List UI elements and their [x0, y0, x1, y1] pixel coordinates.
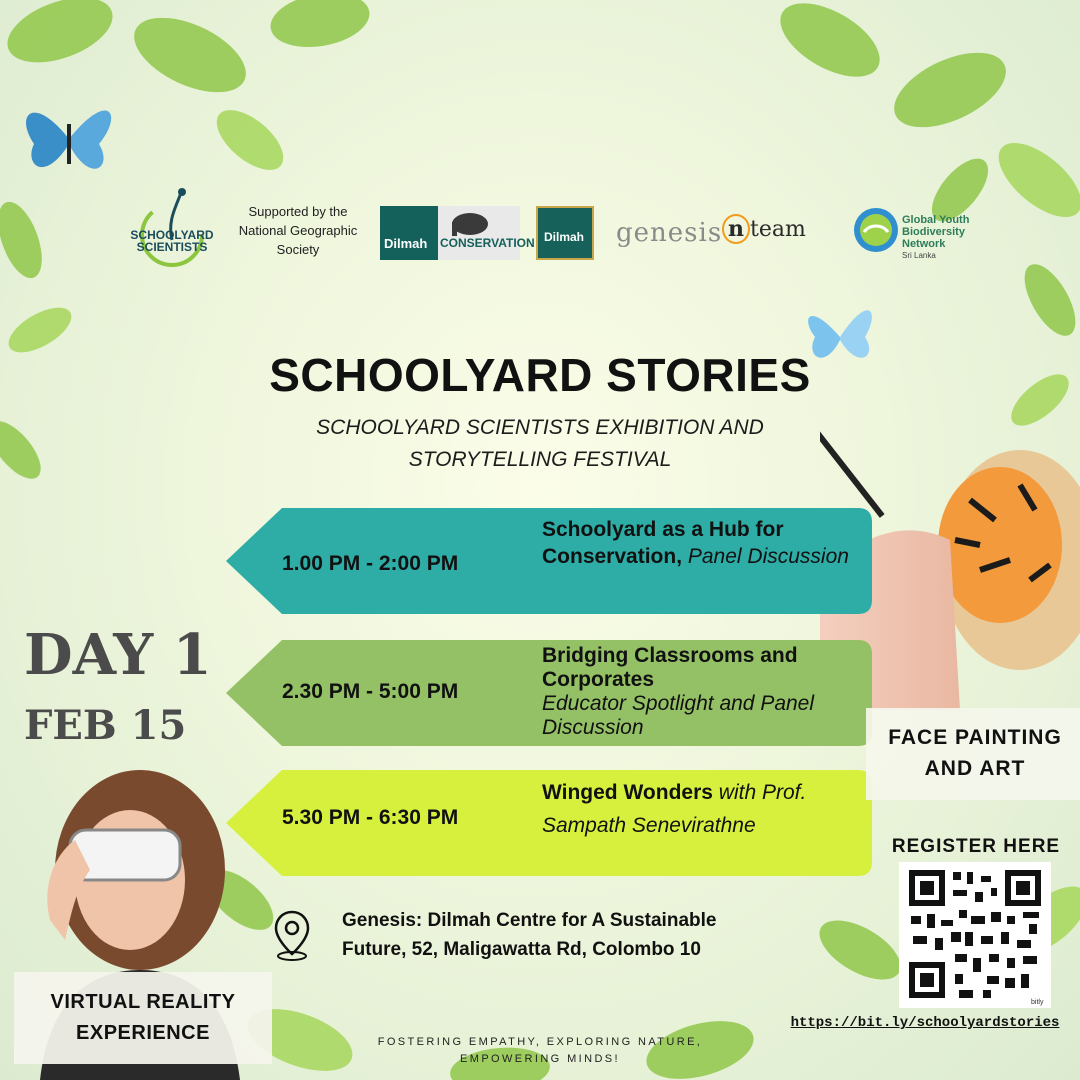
butterfly-icon	[14, 84, 124, 194]
vr-label	[14, 987, 272, 1049]
event-date: FEB 15	[24, 702, 187, 749]
face-painting-line1: FACE PAINTING	[888, 726, 1062, 749]
dilmah-logo	[536, 206, 594, 260]
event-title: SCHOOLYARD STORIES	[269, 349, 811, 401]
slot-1-title-italic: Panel Discussion	[682, 545, 849, 568]
gybn-logo-text	[902, 214, 969, 262]
gybn-line1: Global Youth	[902, 214, 970, 226]
event-location	[342, 906, 822, 964]
nteam-logo: n team	[722, 216, 806, 242]
slot-3-title-italic: with Prof. Sampath Senevirathne	[542, 781, 807, 837]
tagline-line2: EMPOWERING MINDS!	[460, 1053, 620, 1065]
tagline-line1: FOSTERING EMPATHY, EXPLORING NATURE,	[377, 1036, 703, 1048]
gybn-line4: Sri Lanka	[902, 251, 936, 260]
genesis-logo: genesis	[616, 218, 723, 248]
dilmah-conservation-logo-word1: Dilmah	[384, 236, 428, 251]
slot-1-title	[542, 516, 862, 570]
dilmah-conservation-logo-word2: CONSERVATION	[440, 236, 535, 250]
slot-2-title	[542, 644, 862, 740]
schoolyard-scientists-logo	[122, 180, 232, 270]
register-here-label: REGISTER HERE	[891, 836, 1061, 857]
slot-3-title-bold: Winged Wonders	[542, 781, 713, 804]
location-line2: Future, 52, Maligawatta Rd, Colombo 10	[342, 939, 701, 960]
vr-line1: VIRTUAL REALITY	[50, 991, 236, 1013]
qr-code-icon	[899, 862, 1051, 1008]
face-painting-label	[870, 722, 1080, 784]
supported-by-text: Supported by the National Geographic Society	[238, 204, 358, 257]
dilmah-logo-text: Dilmah	[544, 230, 585, 244]
slot-1-time: 1.00 PM - 2:00 PM	[282, 552, 459, 575]
event-day: DAY 1	[24, 622, 212, 688]
location-pin-icon	[272, 908, 312, 962]
location-line1: Genesis: Dilmah Centre for A Sustainable	[342, 910, 717, 931]
schoolyard-scientists-logo-text: SCHOOLYARD SCIENTISTS	[130, 228, 214, 254]
registration-link[interactable]: https://bit.ly/schoolyardstories	[790, 1015, 1060, 1031]
slot-2-title-bold: Bridging Classrooms and Corporates	[542, 644, 798, 691]
nteam-logo-text: team	[750, 217, 806, 242]
vr-line2: EXPERIENCE	[76, 1022, 210, 1044]
gybn-line3: Network	[902, 238, 946, 250]
slot-3-time: 5.30 PM - 6:30 PM	[282, 806, 459, 829]
slot-2-time: 2.30 PM - 5:00 PM	[282, 680, 459, 703]
dilmah-conservation-logo	[380, 206, 535, 260]
slot-1-title-bold: Schoolyard as a Hub for Conservation,	[542, 518, 784, 568]
gybn-globe-icon	[852, 206, 900, 254]
tagline	[340, 1034, 740, 1068]
face-painting-line2: AND ART	[924, 757, 1026, 780]
gybn-line2: Biodiversity	[902, 226, 965, 238]
qr-code[interactable]	[899, 862, 1051, 1008]
slot-3-title	[542, 776, 862, 842]
qr-caption: bitly	[1031, 999, 1044, 1006]
elephant-icon	[442, 208, 492, 238]
event-subtitle: SCHOOLYARD SCIENTISTS EXHIBITION AND STORYTELLING FESTIVAL	[316, 416, 764, 471]
slot-2-title-italic: Educator Spotlight and Panel Discussion	[542, 692, 815, 739]
